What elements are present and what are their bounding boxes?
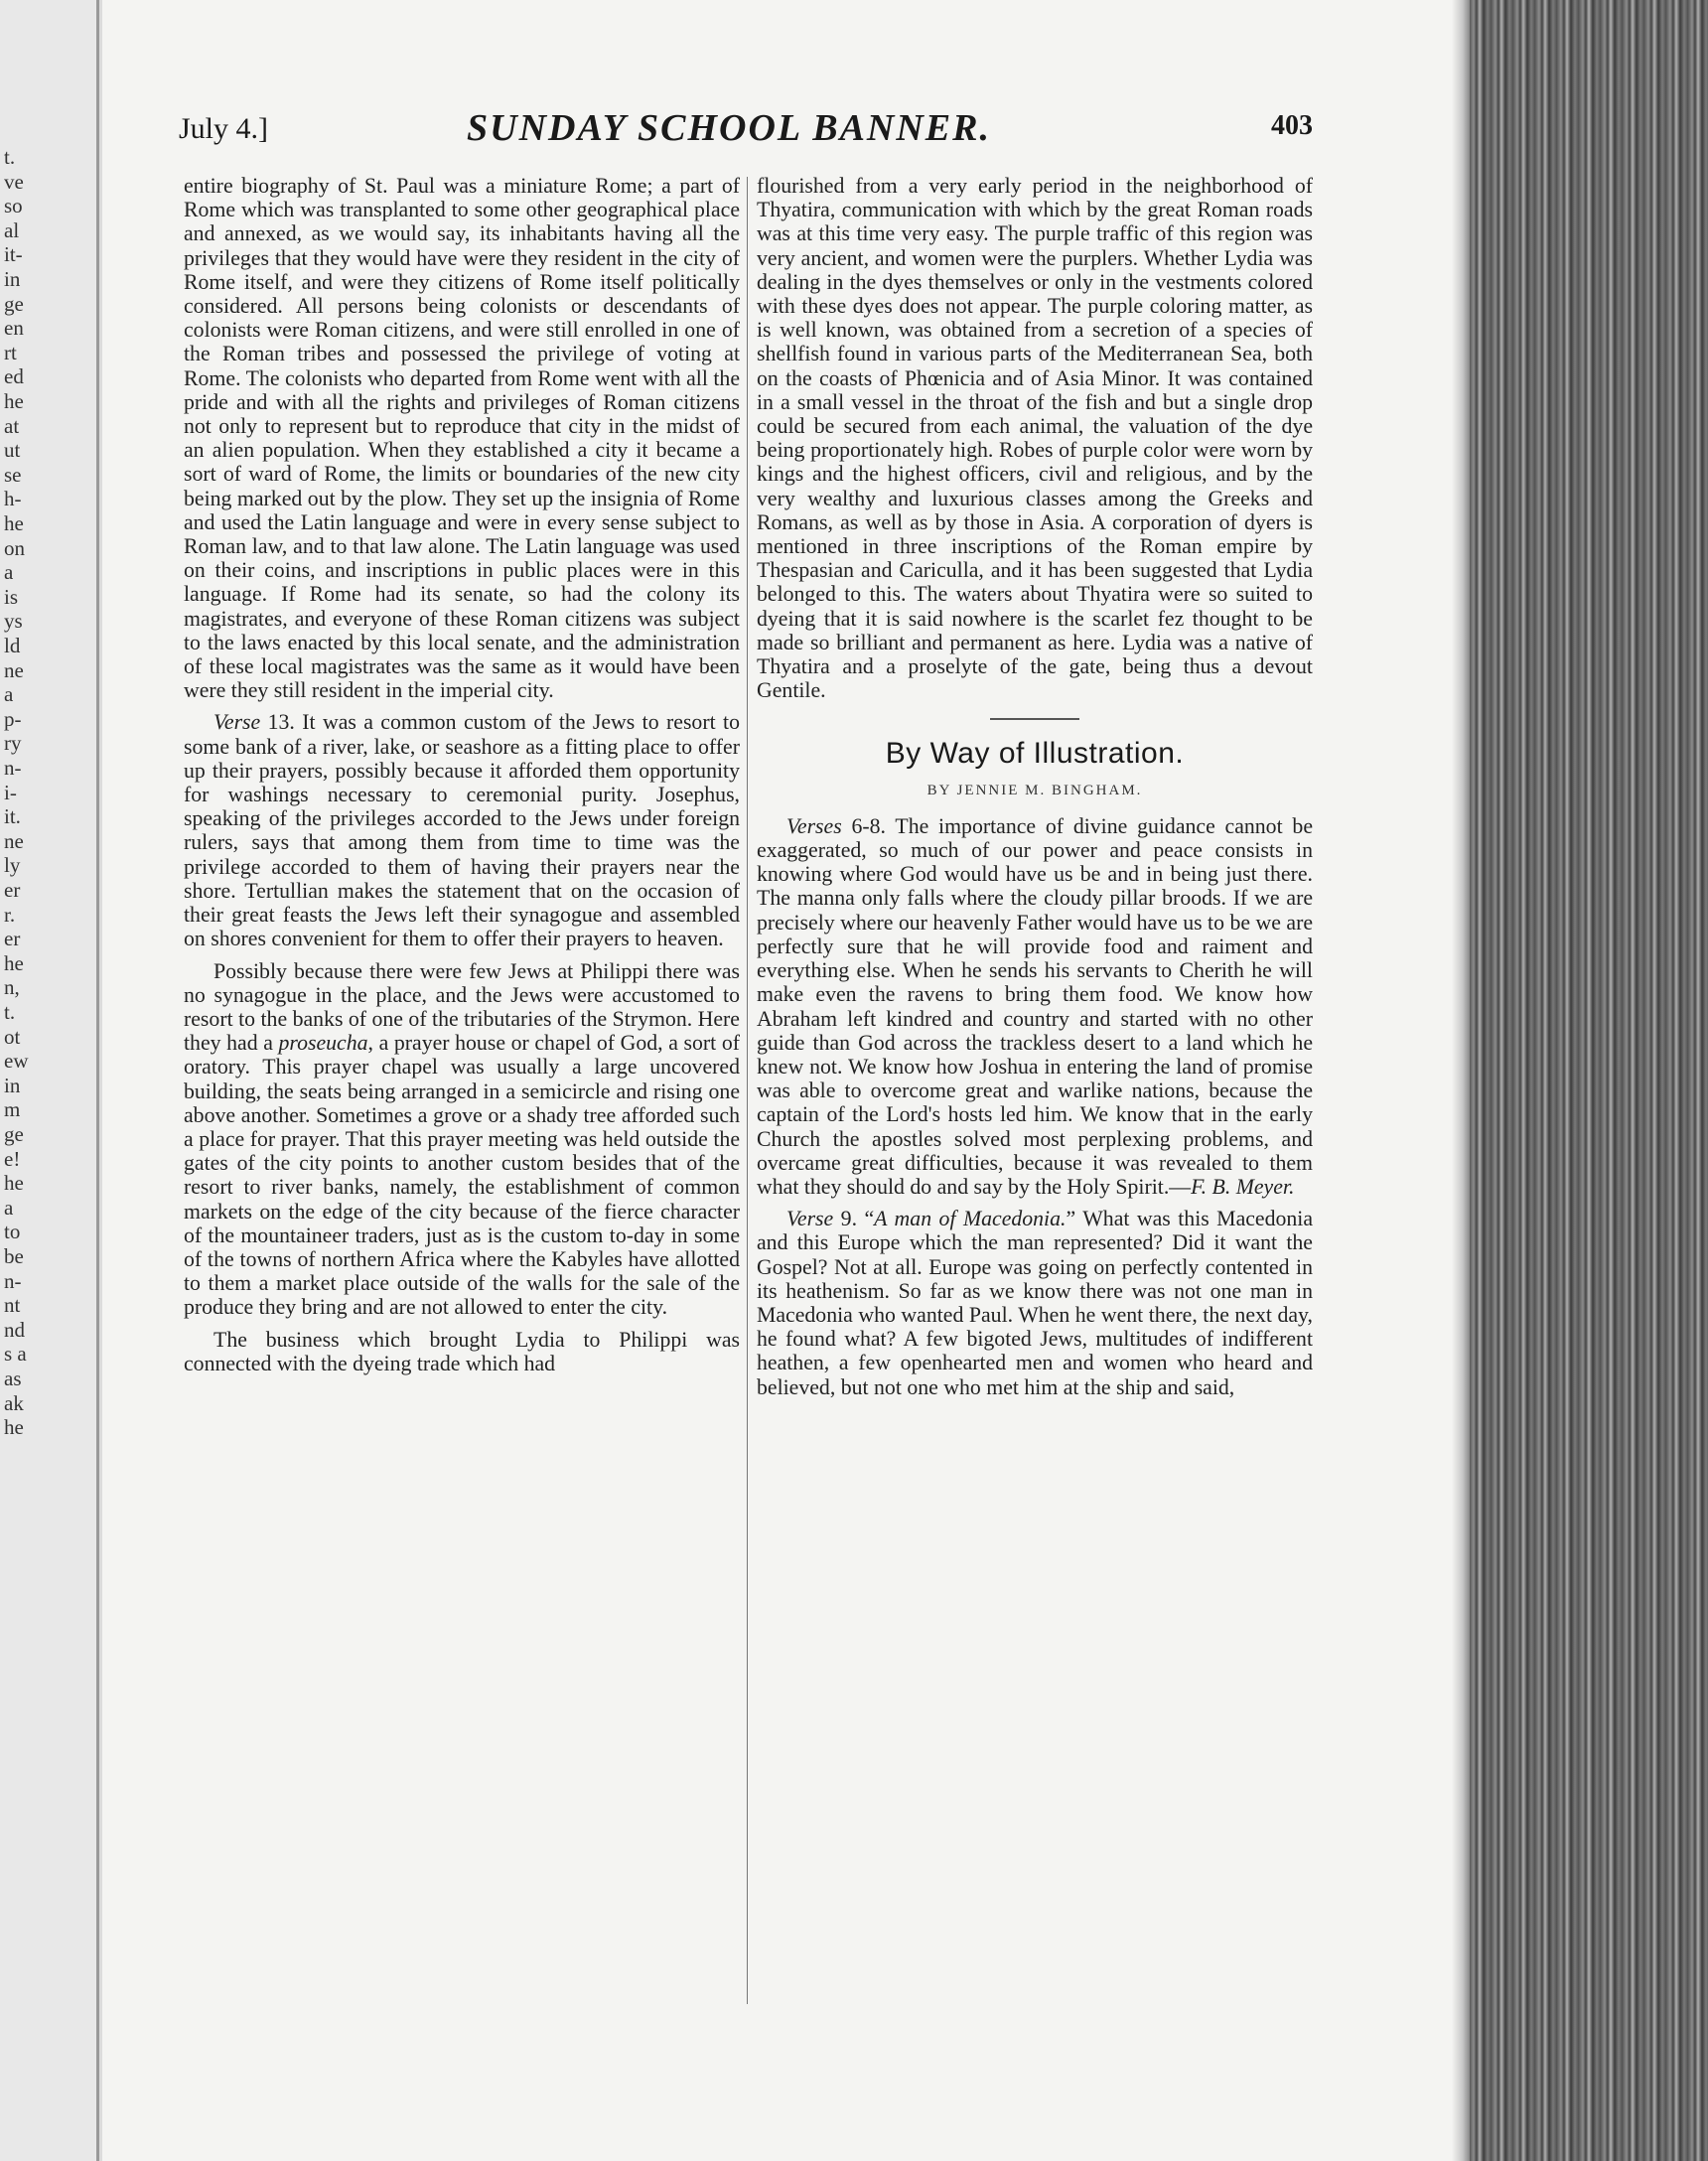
opposite-page-fragment: ld: [4, 634, 21, 657]
opposite-page-fragment: he: [4, 950, 24, 975]
paragraph: [757, 1207, 1313, 1399]
left-column: [184, 174, 740, 1383]
opposite-page-fragment: ew: [4, 1049, 29, 1074]
opposite-page-fragment: nt: [4, 1293, 21, 1318]
opposite-page-fragment: t.: [4, 1000, 16, 1024]
opposite-page-fragment: a: [4, 560, 14, 585]
verse-label: Verses: [786, 813, 842, 838]
opposite-page-fragment: al: [4, 217, 20, 242]
opposite-page-fragment: be: [4, 1244, 24, 1268]
page-header: [179, 104, 1321, 154]
opposite-page-fragment: se: [4, 462, 22, 487]
header-date: July 4.]: [179, 112, 268, 145]
page-number: 403: [1271, 110, 1313, 141]
opposite-page-fragment: p-: [4, 706, 22, 731]
opposite-page-fragment: rt: [4, 340, 17, 364]
opposite-page-fragment: ut: [4, 438, 21, 463]
opposite-page-fragment: he: [4, 511, 24, 535]
paragraph: flourished from a very early period in the neighborhood of Thyatira, communication with which by the great Roman roads was at this time very easy. The purple traffic of this region was very ancient, and women were the purplers. Whether Lydia was dealing in the dyes themselves or only in the vestments colored with these dyes does not appear. The purple coloring matter, as is well known, was obtained from a secretion of a species of shellfish found in various parts of the Mediterranean Sea, both on the coasts of Phœnicia and of Asia Minor. It was contained in a small vessel in the throat of the fish and but a single drop could be secured from each animal, the valuation of the dye being proportionately high. Robes of purple color were worn by kings and the highest officers, civil and religious, and by the very wealthy and luxurious classes among the Greeks and Romans, as well as by those in Asia. A corporation of dyers is mentioned in three inscriptions of the Roman empire by Thespasian and Cariculla, and it has been suggested that Lydia belonged to this. The waters about Thyatira were so suited to dyeing that it is said nowhere is the scarlet fez thought to be made so brilliant and permanent as here. Lydia was a native of Thyatira and a proselyte of the gate, being thus a devout Gentile.: [757, 174, 1313, 703]
opposite-page-fragment: ge: [4, 291, 24, 316]
paragraph-text: Possibly because there were few Jews at Philippi there was no synagogue in the place, and the Jews were accustomed to resort to the banks of one of the tributaries of the Strymon. Here they had a: [184, 958, 740, 1056]
paragraph: The business which brought Lydia to Philippi was connected with the dyeing trade which had: [184, 1327, 740, 1375]
opposite-page-fragment: ak: [4, 1390, 24, 1415]
opposite-page-fragment: en: [4, 316, 24, 341]
opposite-page-fragment: n-: [4, 756, 22, 780]
quote-close: ”: [1066, 1207, 1076, 1231]
opposite-page-fragment: i-: [4, 780, 17, 804]
section-byline: BY JENNIE M. BINGHAM.: [926, 782, 1143, 798]
opposite-page-fragment: in: [4, 1073, 21, 1097]
section-heading: By Way of Illustration.: [885, 737, 1185, 771]
opposite-page-fragment: ot: [4, 1024, 21, 1049]
opposite-page-fragment: he: [4, 389, 24, 413]
paragraph: [757, 814, 1313, 1199]
opposite-page-fragment: ge: [4, 1122, 24, 1146]
opposite-page-fragment: n-: [4, 1268, 22, 1293]
publication-title: SUNDAY SCHOOL BANNER.: [467, 107, 992, 149]
paragraph-text: 13. It was a common custom of the Jews to resort to some bank of a river, lake, or seashore as a fitting place to offer up their prayers, possibly because it afforded them opportunity for washings necessary to ceremonial purity. Josephus, speaking of the privileges accorded to the Jews under foreign rulers, says that among them from time to time was the privilege accorded to them of having their prayers near the shore. Tertullian makes the statement that on the occasion of their great feasts the Jews left their synagogue and assembled on shores convenient for them to offer their prayers to heaven.: [184, 710, 740, 951]
opposite-page-fragment: er: [4, 927, 21, 951]
verse-label: Verse: [214, 710, 261, 735]
verse-label: Verse: [786, 1207, 834, 1231]
quote-text: A man of Macedonia.: [874, 1207, 1067, 1231]
opposite-page-fragment: r.: [4, 902, 16, 927]
paragraph-text: 6-8. The importance of divine guidance cannot be exaggerated, so much of our power and peace consists in knowing where God would have us be and in being just there. The manna only falls where the cloudy pillar broods. If we are precisely where our heavenly Father would have us to be we are perfectly sure that he will provide food and raiment and everything else. When he sends his servants to Cherith he will make even the ravens to bring them food. We know how Abraham left kindred and country and started with no other guide than God across the trackless desert to a land which he knew not. We know how Joshua in entering the land of promise was able to overcome great and warlike nations, because the captain of the Lord's hosts led him. We know that in the early Church the apostles solved most perplexing problems, and overcame great difficulties, because it was revealed to them what they should do and say by the Holy Spirit.—: [757, 813, 1313, 1199]
opposite-page-fragment: n,: [4, 975, 20, 1000]
opposite-page-fragment: s a: [4, 1342, 27, 1367]
opposite-page-fragment: ly: [4, 853, 21, 878]
opposite-page-fragment: a: [4, 1195, 14, 1220]
paragraph: [184, 959, 740, 1320]
opposite-page-fragment: it-: [4, 242, 23, 267]
opposite-page-fragment: ys: [4, 609, 23, 634]
attribution: F. B. Meyer.: [1191, 1174, 1295, 1199]
right-column: [757, 174, 1313, 1407]
opposite-page-fragment: ry: [4, 731, 22, 756]
opposite-page-fragment: as: [4, 1367, 22, 1390]
paragraph-text: , a prayer house or chapel of God, a sort of oratory. This prayer chapel was usually a large uncovered building, the seats being arranged in a semicircle and rising one above another. Sometimes a grove or a shady tree afforded such a place for prayer. That this prayer meeting was held outside the gates of the city points to another custom besides that of the resort to river banks, namely, the establishment of common markets on the edge of the city because of the fierce character of the mountaineer traders, just as is the custom to-day in some of the towns of northern Africa where the Kabyles have allotted to them a market place outside of the walls for the sale of the produce they bring and are not allowed to enter the city.: [184, 1031, 740, 1320]
opposite-page-fragment: to: [4, 1220, 21, 1244]
opposite-page-fragment: at: [4, 413, 20, 438]
opposite-page-fragment: is: [4, 584, 19, 609]
book-page-edges: [1470, 0, 1708, 2161]
section-rule: [990, 718, 1079, 720]
opposite-page-fragment: h-: [4, 487, 22, 511]
opposite-page-fragment: er: [4, 878, 21, 902]
opposite-page-fragment: t.: [4, 145, 16, 169]
opposite-page-edge: [0, 0, 99, 2161]
opposite-page-fragment: so: [4, 194, 23, 218]
opposite-page-fragment: m: [4, 1097, 21, 1122]
paragraph: entire biography of St. Paul was a miniature Rome; a part of Rome which was transplanted to some other geographical place and annexed, as we would say, its inhabitants having all the privileges that they would have were they resident in the city of Rome itself, and were they citizens of Rome itself politically considered. All persons being colonists or descendants of colonists were Roman citizens, and were still enrolled in one of the Roman tribes and possessed the privilege of voting at Rome. The colonists who departed from Rome went with all the pride and with all the rights and privileges of Roman citizens not only to represent but to reproduce that city in the midst of an alien population. When they established a city it became a sort of ward of Rome, the limits or boundaries of the new city being marked out by the plow. They set up the insignia of Rome and used the Latin language and were in every sense subject to Roman law, and to that law alone. The Latin language was used on their coins, and inscriptions in public places were in this language. If Rome had its senate, so had the colony its magistrates, and everyone of these Roman citizens was subject to the laws enacted by this local senate, and the administration of these local magistrates was the same as it would have been were they still resident in the imperial city.: [184, 174, 740, 703]
opposite-page-fragment: he: [4, 1415, 24, 1440]
opposite-page-fragment: in: [4, 267, 21, 291]
italic-term: proseucha: [278, 1031, 368, 1056]
opposite-page-fragment: e!: [4, 1146, 21, 1171]
opposite-page-fragment: on: [4, 535, 25, 560]
opposite-page-fragment: ve: [4, 169, 24, 194]
opposite-page-fragment: nd: [4, 1317, 25, 1342]
paragraph-text: What was this Macedonia and this Europe which the man represented? Did it want the Gospel? Not at all. Europe was going on perfectly contented in its heathenism. So far as we know there was not one man in Macedonia who wanted Paul. When he went there, the next day, he found what? A few bigoted Jews, multitudes of indifferent heathen, a few openhearted men and women who heard and believed, but not one who met him at the ship and said,: [757, 1207, 1314, 1399]
paragraph: [184, 710, 740, 950]
opposite-page-fragment: ne: [4, 828, 24, 853]
opposite-page-fragment: ne: [4, 657, 24, 682]
opposite-page-fragment: it.: [4, 804, 21, 829]
opposite-page-fragment: ed: [4, 364, 24, 389]
quote-open: 9. “: [833, 1207, 875, 1231]
opposite-page-fragment: he: [4, 1171, 24, 1196]
column-divider: [747, 177, 748, 2004]
opposite-page-fragment: a: [4, 682, 14, 707]
